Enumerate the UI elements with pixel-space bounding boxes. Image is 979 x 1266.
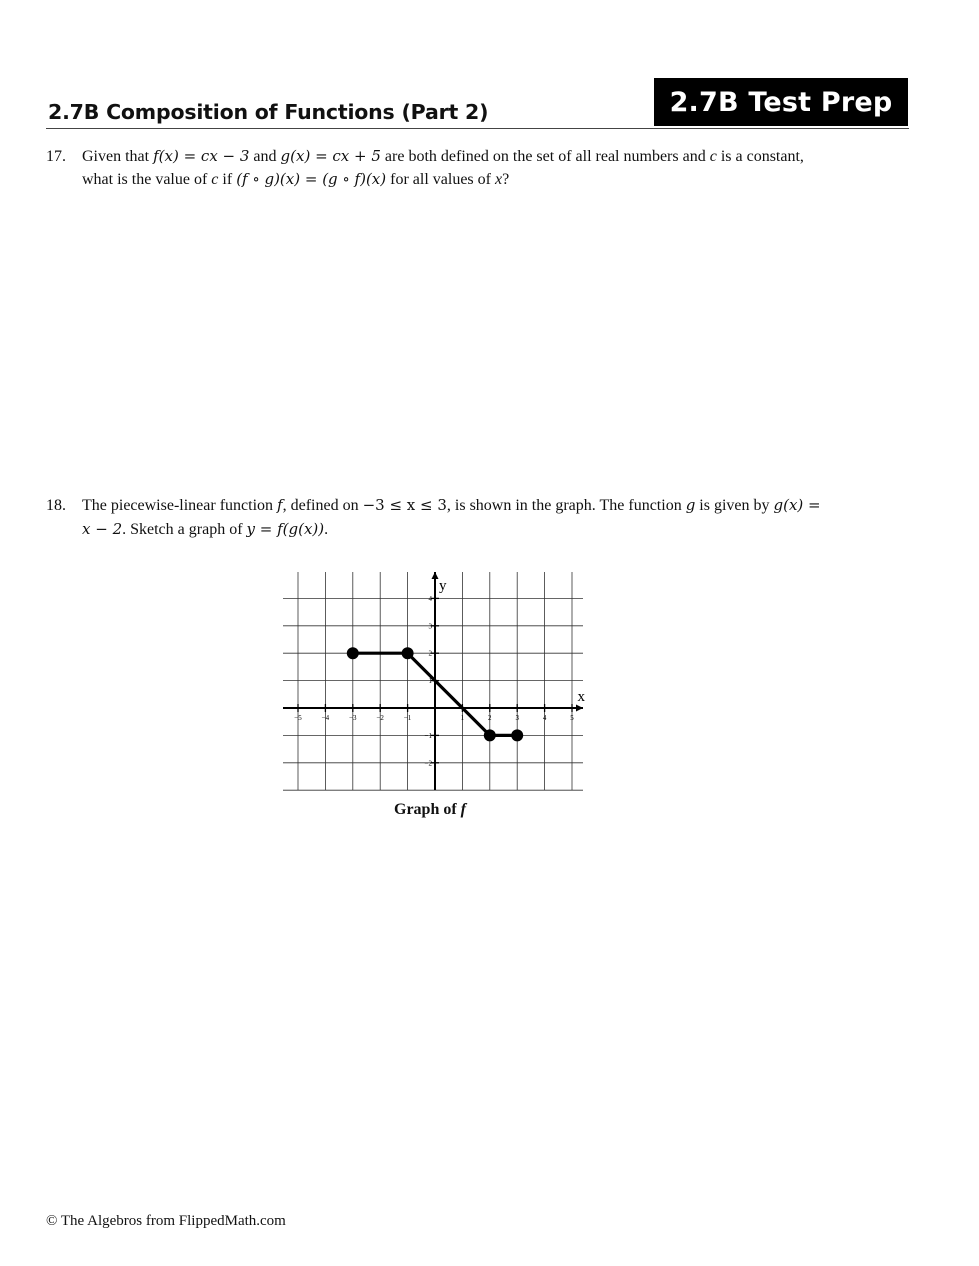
- page-title: 2.7B Composition of Functions (Part 2): [48, 100, 489, 124]
- x-tick-label: −3: [349, 714, 357, 722]
- y-tick-label: −1: [424, 731, 432, 740]
- q17-var-c: c: [211, 171, 219, 188]
- q18-target-function: y = f(g(x)): [246, 520, 325, 538]
- q18-domain: −3 ≤ x ≤ 3: [362, 496, 447, 514]
- q18-text: .: [324, 521, 329, 538]
- q17-text: and: [249, 148, 281, 165]
- q18-text: The piecewise-linear function: [82, 497, 278, 514]
- data-point: [402, 647, 414, 659]
- test-prep-badge: 2.7B Test Prep: [654, 78, 908, 126]
- q17-composition-equation: (f ∘ g)(x) = (g ∘ f)(x): [236, 170, 387, 188]
- copyright-footer: © The Algebros from FlippedMath.com: [46, 1213, 286, 1229]
- question-18-line-1: [82, 494, 821, 517]
- x-axis-arrow: [576, 705, 583, 712]
- q17-text: ?: [502, 171, 510, 188]
- y-tick-label: −2: [424, 759, 432, 768]
- q17-text: for all values of: [386, 171, 495, 188]
- graph-caption-var: f: [460, 801, 466, 818]
- q17-text: is a constant,: [716, 148, 804, 165]
- question-number: 18.: [46, 497, 66, 514]
- graph-of-f: [280, 566, 590, 792]
- x-tick-label: −2: [376, 714, 384, 722]
- x-tick-label: 5: [570, 714, 574, 722]
- question-18-line-2: [82, 518, 328, 541]
- x-tick-label: −1: [403, 714, 412, 722]
- y-tick-label: 3: [428, 622, 432, 631]
- y-tick-label: 4: [428, 594, 432, 603]
- q18-text: is given by: [695, 497, 774, 514]
- x-tick-label: 1: [460, 714, 465, 722]
- x-tick-label: 2: [488, 714, 492, 722]
- x-tick-label: −5: [294, 714, 302, 722]
- question-17-line-2: [82, 168, 509, 191]
- q18-f: f: [277, 496, 283, 514]
- q18-text: , is shown in the graph. The function: [446, 497, 686, 514]
- x-tick-label: −4: [321, 714, 330, 722]
- q18-g-def: x − 2: [82, 520, 123, 538]
- q17-text: Given that: [82, 148, 154, 165]
- q18-text: . Sketch a graph of: [122, 521, 247, 538]
- question-17-line-1: [82, 145, 804, 168]
- y-tick-label: 1: [428, 677, 432, 686]
- x-axis-label: x: [577, 689, 585, 705]
- x-tick-label: 4: [542, 714, 547, 722]
- q17-text: if: [218, 171, 237, 188]
- title-divider: [46, 128, 909, 129]
- q17-f-def: f(x) = cx − 3: [153, 147, 250, 165]
- graph-caption-text: Graph of: [394, 801, 461, 818]
- q17-text: are both defined on the set of all real numbers and: [380, 148, 710, 165]
- q17-var-x: x: [494, 171, 503, 188]
- q18-text: , defined on: [282, 497, 363, 514]
- data-point: [484, 729, 496, 741]
- y-axis-label: y: [439, 578, 447, 594]
- question-number: 17.: [46, 148, 66, 165]
- q17-g-def: g(x) = cx + 5: [280, 147, 381, 165]
- y-axis-arrow: [432, 572, 439, 579]
- graph-caption: [340, 801, 520, 819]
- q17-var-c: c: [709, 148, 717, 165]
- x-tick-label: 3: [515, 714, 519, 722]
- data-point: [347, 647, 359, 659]
- data-point: [511, 729, 523, 741]
- q18-g-of-x: g(x) =: [773, 496, 821, 514]
- q17-text: what is the value of: [82, 171, 212, 188]
- y-tick-label: 2: [428, 649, 432, 658]
- q18-g: g: [685, 496, 696, 514]
